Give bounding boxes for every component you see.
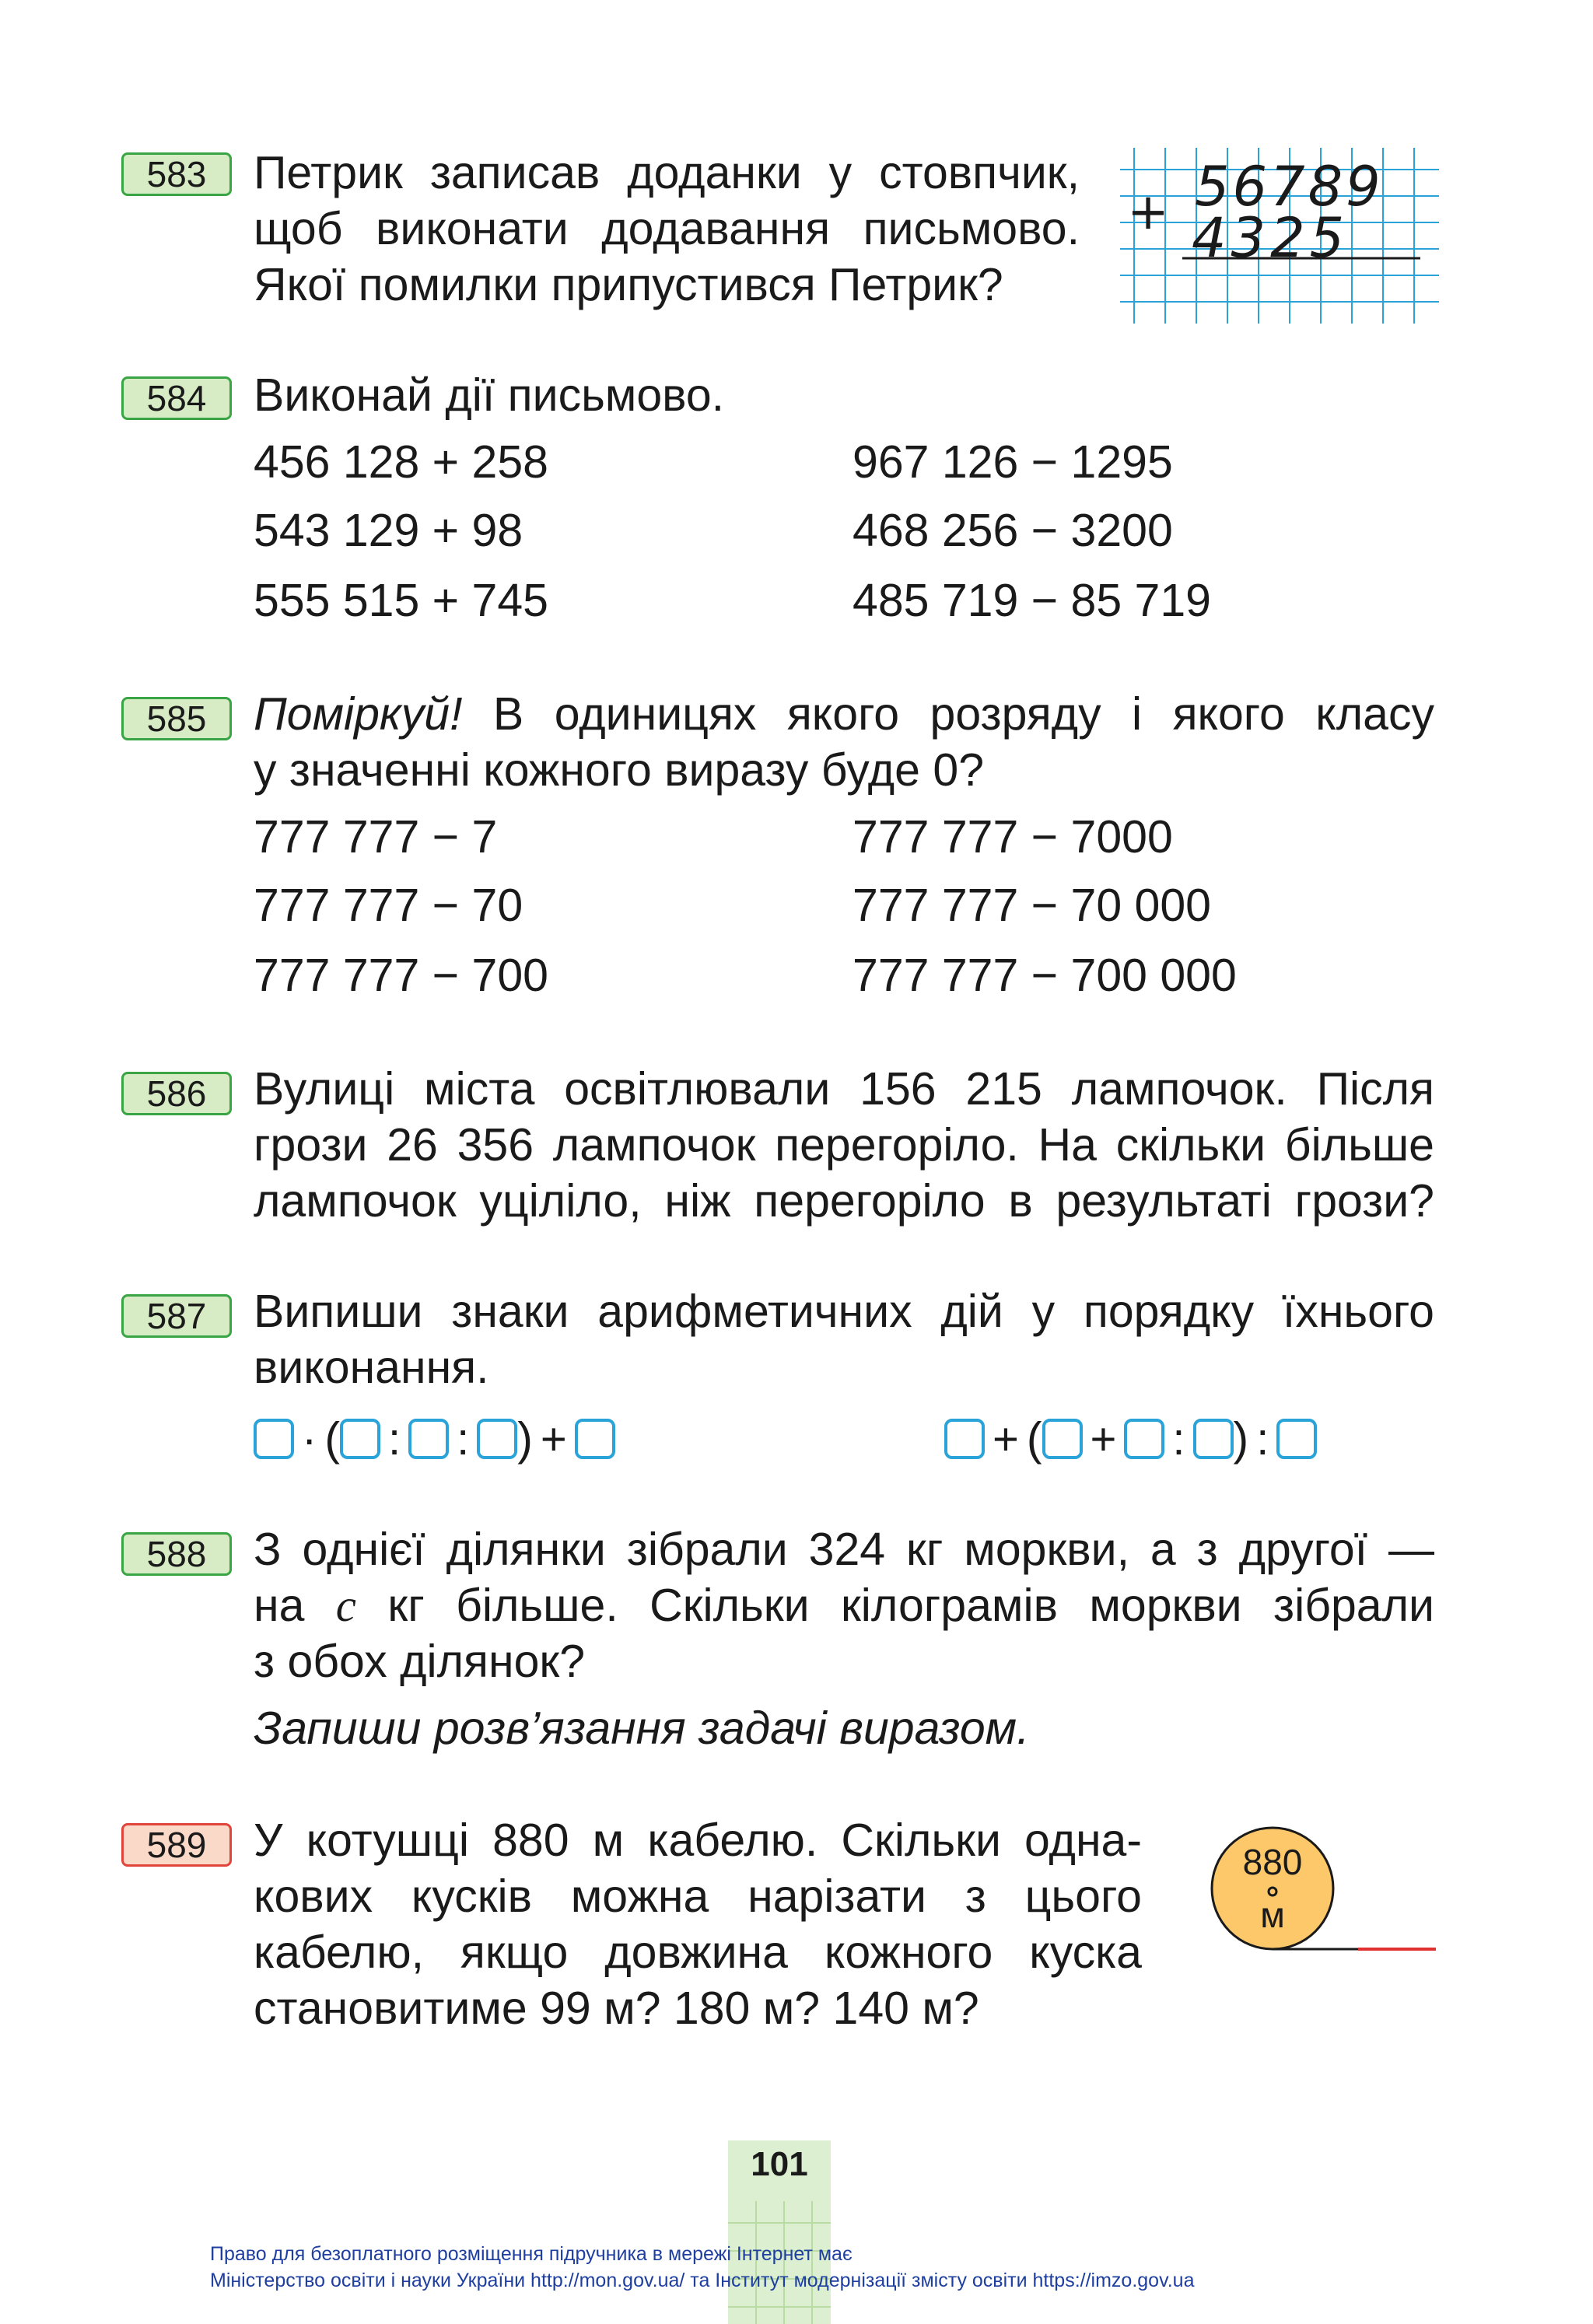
paren: ) [517,1413,533,1465]
cable-spool [1210,1822,1444,1962]
task-number-badge: 583 [121,152,232,196]
task-number-badge: 587 [121,1294,232,1338]
answer-box[interactable] [1276,1419,1317,1459]
expression: 777 777 − 70 [254,880,523,931]
task-589-text [254,1812,1142,2036]
text-line: Петрик записав доданки у стовпчик, [254,147,1080,198]
text-line: Випиши знаки арифметичних дій у порядку їхнього [254,1286,1434,1337]
expression: 967 126 − 1295 [853,436,1173,488]
text-line: у значенні кожного виразу буде 0? [254,744,985,796]
operator: : [387,1414,401,1465]
operator: : [1172,1414,1185,1465]
text-line: У котушці 880 м кабелю. Скільки одна- [254,1815,1142,1866]
answer-box[interactable] [1042,1419,1083,1459]
answer-box[interactable] [1124,1419,1164,1459]
text-line: Якої помилки припустився Петрик? [254,259,1003,310]
footer-line: Міністерство освіти і науки України http://mon.gov.ua/ та Інститут модернізації змісту освіти https://imzo.gov.ua [210,2270,1195,2291]
operator: + [993,1414,1019,1465]
text-line: З однієї ділянки зібрали 324 кг моркви, а з другої — [254,1524,1434,1575]
task-585-text [254,686,1434,742]
answer-box[interactable] [575,1419,615,1459]
paren: ( [324,1413,340,1465]
expression: 543 129 + 98 [254,505,523,556]
task-588-text [254,1521,1434,1633]
text-line: Вулиці міста освітлювали 156 215 лампочок. Після [254,1063,1434,1115]
expression-with-boxes-2 [944,1411,1317,1468]
operator: + [1090,1414,1117,1465]
expression: 777 777 − 7000 [853,811,1173,863]
expression: 777 777 − 70 000 [853,880,1211,931]
task-584-instruction: Виконай дії письмово. [254,369,725,421]
expression: 485 719 − 85 719 [853,575,1211,626]
expression: 456 128 + 258 [254,436,548,488]
text-line: кових кусків можна нарізати з цього [254,1871,1142,1922]
task-586-text [254,1061,1434,1229]
text-line: лампочок уціліло, ніж перегоріло в результаті грози? [254,1175,1434,1227]
text-line: щоб виконати додавання письмово. [254,203,1080,254]
operator: · [302,1414,317,1465]
task-number-badge: 589 [121,1823,232,1867]
spool-unit: м [1260,1895,1285,1935]
task-number-badge: 588 [121,1532,232,1576]
text-line: кабелю, якщо довжина кожного куска [254,1927,1142,1978]
operator: : [1256,1414,1269,1465]
answer-box[interactable] [340,1419,380,1459]
answer-box[interactable] [1193,1419,1234,1459]
expression: 777 777 − 700 [254,950,548,1001]
expression-with-boxes-1 [254,1411,615,1468]
variable-c: c [335,1580,356,1631]
answer-box[interactable] [477,1419,517,1459]
page-number: 101 [751,2145,808,2183]
footer-line: Право для безоплатного розміщення підручника в мережі Інтернет має [210,2243,853,2265]
expression: 777 777 − 7 [254,811,498,863]
paren: ) [1233,1413,1249,1465]
answer-box[interactable] [254,1419,294,1459]
expression: 777 777 − 700 000 [853,950,1237,1001]
text-line: В одиницях якого розряду і якого класу [462,688,1434,740]
text-line: становитиме 99 м? 180 м? 140 м? [254,1983,979,2034]
task-583-text [254,145,1080,313]
text-line: з обох ділянок? [254,1636,586,1687]
task-number-badge: 586 [121,1072,232,1115]
text-fragment: кг більше. Скільки кілограмів моркви зібрали [355,1580,1434,1631]
emphasis-word: Поміркуй! [254,688,463,740]
task-number-badge: 585 [121,697,232,740]
operator: : [457,1414,470,1465]
expression: 555 515 + 745 [254,575,548,626]
answer-box[interactable] [408,1419,449,1459]
addend-top: 56789 [1195,155,1384,219]
expression: 468 256 − 3200 [853,505,1173,556]
answer-box[interactable] [944,1419,985,1459]
paren: ( [1026,1413,1042,1465]
task-587-text [254,1283,1434,1395]
spool-value: 880 [1242,1842,1303,1882]
addend-bottom: 4325 [1192,206,1350,270]
task-number-badge: 584 [121,376,232,420]
plus-sign: + [1127,184,1169,241]
text-line: виконання. [254,1342,489,1393]
operator: + [540,1414,567,1465]
instruction-line: Запиши розв’язання задачі виразом. [254,1703,1030,1754]
addition-grid [1120,148,1439,324]
text-fragment: на [254,1580,336,1631]
text-line: грози 26 356 лампочок перегоріло. На скільки більше [254,1119,1434,1171]
